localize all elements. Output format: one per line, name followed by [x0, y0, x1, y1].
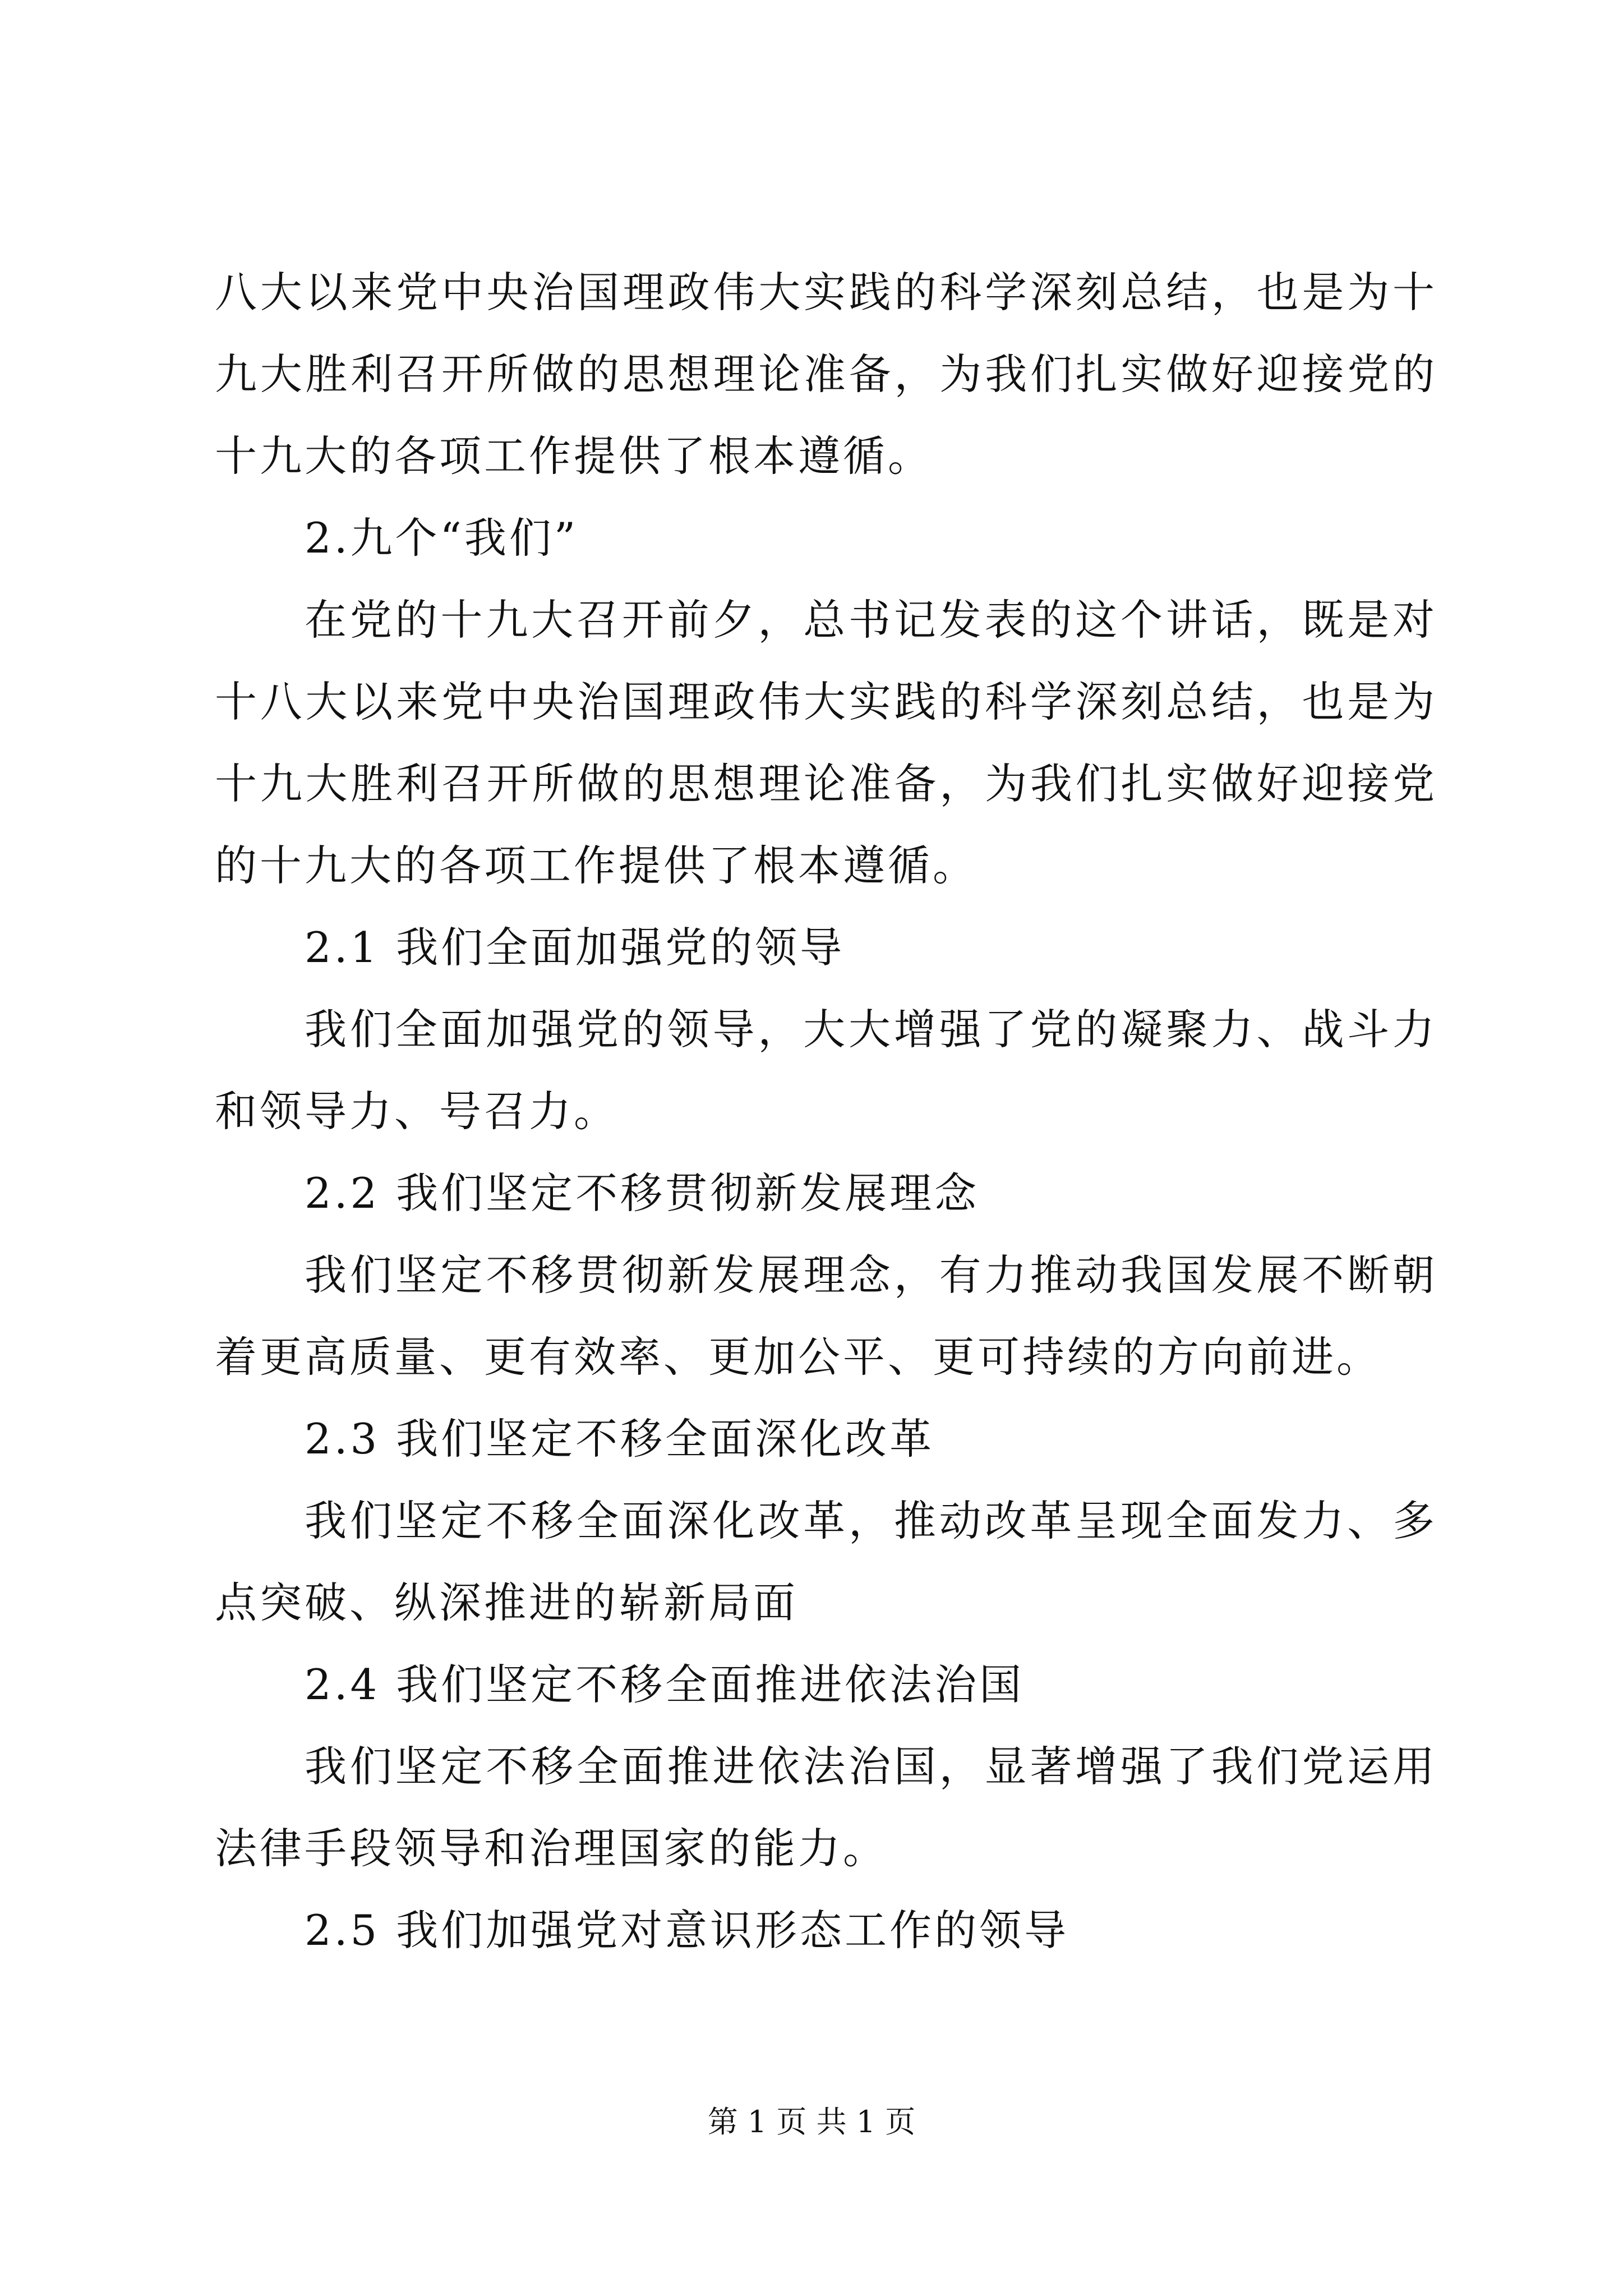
paragraph-continuation: 八大以来党中央治国理政伟大实践的科学深刻总结，也是为十九大胜利召开所做的思想理论准备，为我们扎实做好迎接党的十九大的各项工作提供了根本遵循。	[215, 268, 1437, 481]
section-heading-2-3: 2.3 我们坚定不移全面深化改革	[305, 1414, 935, 1464]
section-heading-2-5: 2.5 我们加强党对意识形态工作的领导	[305, 1906, 1069, 1955]
paragraph-2-3: 我们坚定不移全面深化改革，推动改革呈现全面发力、多点突破、纵深推进的崭新局面	[215, 1496, 1437, 1627]
document-body	[215, 251, 1437, 1971]
paragraph-2-1: 我们全面加强党的领导，大大增强了党的凝聚力、战斗力和领导力、号召力。	[215, 1005, 1437, 1136]
paragraph-2-4: 我们坚定不移全面推进依法治国，显著增强了我们党运用法律手段领导和治理国家的能力。	[215, 1742, 1437, 1873]
section-heading-nine-women: 2.九个“我们”	[305, 513, 579, 563]
section-heading-2-1: 2.1 我们全面加强党的领导	[305, 923, 845, 972]
paragraph-2-2: 我们坚定不移贯彻新发展理念，有力推动我国发展不断朝着更高质量、更有效率、更加公平、更可持续的方向前进。	[215, 1250, 1437, 1382]
section-heading-2-4: 2.4 我们坚定不移全面推进依法治国	[305, 1660, 1025, 1709]
section-heading-2-2: 2.2 我们坚定不移贯彻新发展理念	[305, 1168, 980, 1218]
page-footer	[0, 2102, 1623, 2142]
paragraph-intro: 在党的十九大召开前夕，总书记发表的这个讲话，既是对十八大以来党中央治国理政伟大实践的科学深刻总结，也是为十九大胜利召开所做的思想理论准备，为我们扎实做好迎接党的十九大的各项工作提供了根本遵循。	[215, 595, 1437, 890]
page-number-label: 第 1 页 共 1 页	[707, 2104, 916, 2139]
